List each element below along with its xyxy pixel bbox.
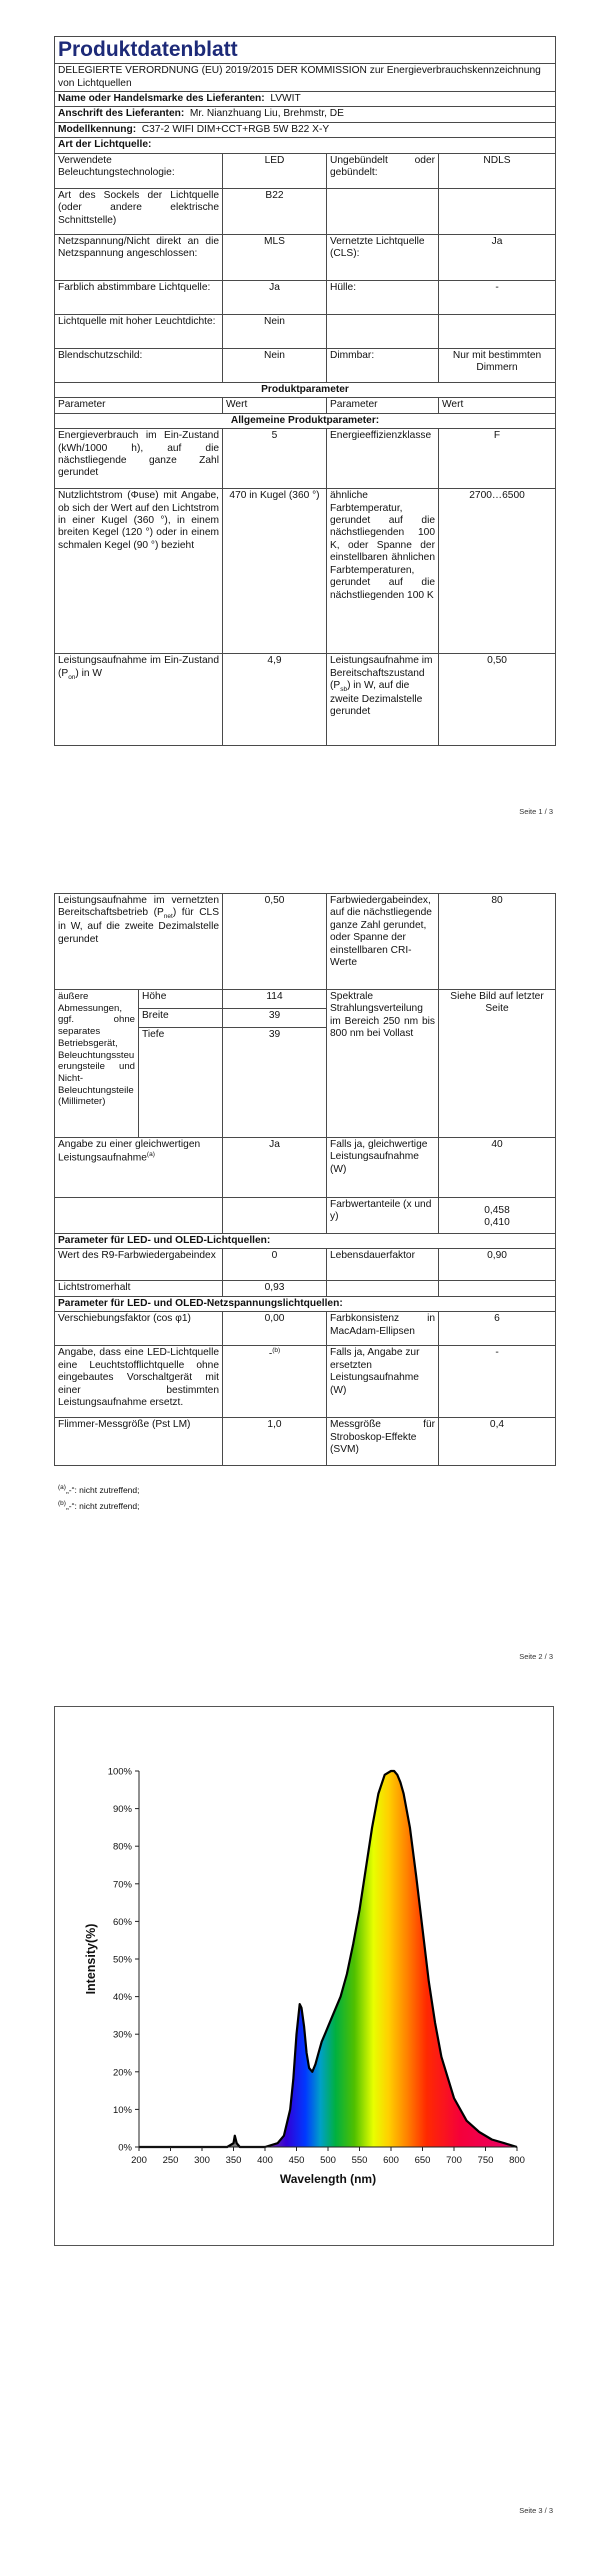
y-tick-label: 10%: [112, 2104, 132, 2116]
color-temperature-value: 2700…6500: [439, 489, 556, 654]
fluorescent-replacement-value: -$^{(b)}$: [223, 1346, 327, 1418]
equivalent-power-label: Angabe zu einer gleichwertigen Leistungsaufnahme$^{(a)}$: [55, 1138, 223, 1198]
replaced-power-label: Falls ja, Angabe zur ersetzten Leistungsaufnahme (W): [327, 1346, 439, 1418]
equivalent-power-w-value: 40: [439, 1138, 556, 1198]
x-tick-label: 450: [288, 2155, 305, 2166]
x-tick-label: 750: [477, 2155, 494, 2166]
y-tick-label: 30%: [112, 2029, 132, 2041]
networked-standby-label: Leistungsaufnahme im vernetzten Bereitschaftsbetrieb $(P_{net})$ für CLS in W, auf die zweite Dezimalstelle gerundet: [55, 894, 223, 990]
y-tick-label: 100%: [107, 1766, 132, 1778]
address-label: Anschrift des Lieferanten:: [58, 108, 185, 120]
led-params-header: Parameter für LED- und OLED-Lichtquellen:: [55, 1234, 556, 1249]
y-tick-label: 70%: [112, 1879, 132, 1891]
model-row: [55, 122, 556, 137]
spectral-distribution-value: Siehe Bild auf letzter Seite: [439, 990, 556, 1138]
page-number: Seite 2 / 3: [519, 1652, 553, 1661]
row-label: Hülle:: [327, 280, 439, 314]
stroboscopic-metric-value: 0,4: [439, 1418, 556, 1466]
on-mode-power-value: 4,9: [223, 654, 327, 746]
equivalent-power-w-label: Falls ja, gleichwertige Leistungsaufnahme (W): [327, 1138, 439, 1198]
row-label: [327, 188, 439, 234]
x-tick-label: 600: [383, 2155, 399, 2166]
x-tick-label: 500: [320, 2155, 336, 2166]
datasheet-table-page2: [54, 893, 556, 1466]
x-tick-label: 200: [131, 2155, 147, 2166]
y-tick-label: 40%: [112, 1992, 132, 2004]
row-label: Netzspannung/Nicht direkt an die Netzspannung angeschlossen:: [55, 234, 223, 280]
dimensions-label: äußere Abmessungen, ggf. ohne separates Betriebsgerät, Beleuchtungssteuerungsteile und Nicht-Beleuchtungsteile (Millimeter): [55, 990, 139, 1138]
x-tick-label: 350: [225, 2155, 242, 2166]
survival-factor-value: 0,90: [439, 1249, 556, 1281]
lumen-maintenance-label: Lichtstromerhalt: [55, 1281, 223, 1296]
col-header-param: Parameter: [55, 398, 223, 413]
equivalent-power-value: Ja: [223, 1138, 327, 1198]
on-mode-power-label: Leistungsaufnahme im Ein-Zustand $(P_{on})$ in W: [55, 654, 223, 746]
row-label: Dimmbar:: [327, 348, 439, 382]
col-header-param: Parameter: [327, 398, 439, 413]
x-axis-label: Wavelength (nm): [279, 2172, 377, 2186]
chromaticity-label: Farbwertanteile (x und y): [327, 1198, 439, 1234]
light-type-header: Art der Lichtquelle:: [55, 138, 556, 153]
networked-standby-value: 0,50: [223, 894, 327, 990]
dimension-depth-value: 39: [223, 1028, 327, 1138]
dimension-height-value: 114: [223, 990, 327, 1009]
row-label: Ungebündelt oder gebündelt:: [327, 153, 439, 188]
model-label: Modellkennung:: [58, 123, 137, 135]
row-value: B22: [223, 188, 327, 234]
spectrum-chart: [55, 1707, 553, 2245]
mains-params-header: Parameter für LED- und OLED-Netzspannungslichtquellen:: [55, 1296, 556, 1311]
y-tick-label: 50%: [112, 1954, 132, 1966]
dimension-depth-label: Tiefe: [139, 1028, 223, 1138]
product-params-header: Produktparameter: [55, 382, 556, 397]
luminous-flux-value: 470 in Kugel (360 °): [223, 489, 327, 654]
cri-value: 80: [439, 894, 556, 990]
y-tick-label: 0%: [118, 2142, 132, 2154]
chromaticity-value: 0,458 0,410: [439, 1198, 556, 1234]
row-label: Blendschutzschild:: [55, 348, 223, 382]
lumen-maintenance-value: 0,93: [223, 1281, 327, 1296]
row-value: Ja: [223, 280, 327, 314]
x-tick-label: 650: [414, 2155, 431, 2166]
dimension-width-label: Breite: [139, 1009, 223, 1028]
color-temperature-label: ähnliche Farbtemperatur, gerundet auf die nächstliegenden 100 K, oder Spanne der einstellbaren ähnlichen Farbtemperaturen, gerundet auf die nächstliegenden 100 K: [327, 489, 439, 654]
luminous-flux-label: Nutzlichtstrom (Φuse) mit Angabe, ob sich der Wert auf den Lichtstrom in einer Kugel (360 °), in einem breiten Kegel (120 °) oder in einem schmalen Kegel (90 °) bezieht: [55, 489, 223, 654]
x-tick-label: 800: [509, 2155, 525, 2166]
supplier-label: Name oder Handelsmarke des Lieferanten:: [58, 93, 265, 105]
x-tick-label: 550: [351, 2155, 368, 2166]
energy-consumption-label: Energieverbrauch im Ein-Zustand (kWh/1000 h), auf die nächstliegende ganze Zahl gerundet: [55, 429, 223, 489]
x-tick-label: 250: [162, 2155, 179, 2166]
empty-cell: [223, 1198, 327, 1234]
y-tick-label: 80%: [112, 1841, 132, 1853]
row-value: Nein: [223, 314, 327, 348]
row-value: MLS: [223, 234, 327, 280]
row-label: Verwendete Beleuchtungstechnologie:: [55, 153, 223, 188]
supplier-row: [55, 92, 556, 107]
col-header-value: Wert: [439, 398, 556, 413]
displacement-factor-label: Verschiebungsfaktor (cos φ1): [55, 1312, 223, 1346]
x-tick-label: 300: [194, 2155, 210, 2166]
row-value: [439, 314, 556, 348]
x-tick-label: 700: [446, 2155, 462, 2166]
row-label: Farblich abstimmbare Lichtquelle:: [55, 280, 223, 314]
empty-cell: [55, 1198, 223, 1234]
model-value: C37-2 WIFI DIM+CCT+RGB 5W B22 X-Y: [141, 123, 330, 135]
survival-factor-label: Lebensdauerfaktor: [327, 1249, 439, 1281]
page-number: Seite 3 / 3: [519, 2506, 553, 2515]
flicker-metric-label: Flimmer-Messgröße (Pst LM): [55, 1418, 223, 1466]
row-label: Vernetzte Lichtquelle (CLS):: [327, 234, 439, 280]
col-header-value: Wert: [223, 398, 327, 413]
color-consistency-value: 6: [439, 1312, 556, 1346]
x-tick-label: 400: [257, 2155, 273, 2166]
regulation-text: DELEGIERTE VERORDNUNG (EU) 2019/2015 DER KOMMISSION zur Energieverbrauchskennzeichnung von Lichtquellen: [55, 64, 556, 92]
r9-label: Wert des R9-Farbwiedergabeindex: [55, 1249, 223, 1281]
row-value: Nein: [223, 348, 327, 382]
row-label: Art des Sockels der Lichtquelle (oder andere elektrische Schnittstelle): [55, 188, 223, 234]
footnote-b: $^{(b)}$„-“: nicht zutreffend;: [58, 1500, 140, 1511]
empty-cell: [327, 1281, 439, 1296]
dimension-width-value: 39: [223, 1009, 327, 1028]
row-value: LED: [223, 153, 327, 188]
spectral-distribution-label: Spektrale Strahlungsverteilung im Bereich 250 nm bis 800 nm bei Vollast: [327, 990, 439, 1138]
replaced-power-value: -: [439, 1346, 556, 1418]
address-value: Mr. Nianzhuang Liu, Brehmstr, DE: [189, 108, 344, 120]
general-params-header: Allgemeine Produktparameter:: [55, 413, 556, 428]
y-tick-label: 20%: [112, 2067, 132, 2079]
color-consistency-label: Farbkonsistenz in MacAdam-Ellipsen: [327, 1312, 439, 1346]
y-axis-label: Intensity(%): [84, 1923, 98, 1995]
page-number: Seite 1 / 3: [519, 807, 553, 816]
standby-power-value: 0,50: [439, 654, 556, 746]
dimension-height-label: Höhe: [139, 990, 223, 1009]
standby-power-label: Leistungsaufnahme im Bereitschaftszustand $(P_{sb})$ in W, auf die zweite Dezimalstelle gerundet: [327, 654, 439, 746]
r9-value: 0: [223, 1249, 327, 1281]
empty-cell: [439, 1281, 556, 1296]
address-row: [55, 107, 556, 122]
displacement-factor-value: 0,00: [223, 1312, 327, 1346]
page-title: Produktdatenblatt: [55, 37, 556, 64]
spectrum-figure: [54, 1706, 554, 2246]
row-value: -: [439, 280, 556, 314]
row-value: NDLS: [439, 153, 556, 188]
cri-label: Farbwiedergabeindex, auf die nächstliegende ganze Zahl gerundet, oder Spanne der einstellbaren CRI-Werte: [327, 894, 439, 990]
y-tick-label: 90%: [112, 1804, 132, 1816]
supplier-value: LVWIT: [270, 93, 301, 105]
row-label: Lichtquelle mit hoher Leuchtdichte:: [55, 314, 223, 348]
energy-consumption-value: 5: [223, 429, 327, 489]
stroboscopic-metric-label: Messgröße für Stroboskop-Effekte (SVM): [327, 1418, 439, 1466]
y-tick-label: 60%: [112, 1916, 132, 1928]
footnote-a: $^{(a)}$„-“: nicht zutreffend;: [58, 1484, 140, 1495]
energy-class-label: Energieeffizienzklasse: [327, 429, 439, 489]
flicker-metric-value: 1,0: [223, 1418, 327, 1466]
fluorescent-replacement-label: Angabe, dass eine LED-Lichtquelle eine Leuchtstofflichtquelle ohne eingebautes Vorschaltgerät mit einer bestimmten Leistungsaufnahme ersetzt.: [55, 1346, 223, 1418]
row-value: Ja: [439, 234, 556, 280]
energy-class-value: F: [439, 429, 556, 489]
row-value: Nur mit bestimmten Dimmern: [439, 348, 556, 382]
row-value: [439, 188, 556, 234]
datasheet-table-page1: [54, 36, 556, 746]
row-label: [327, 314, 439, 348]
